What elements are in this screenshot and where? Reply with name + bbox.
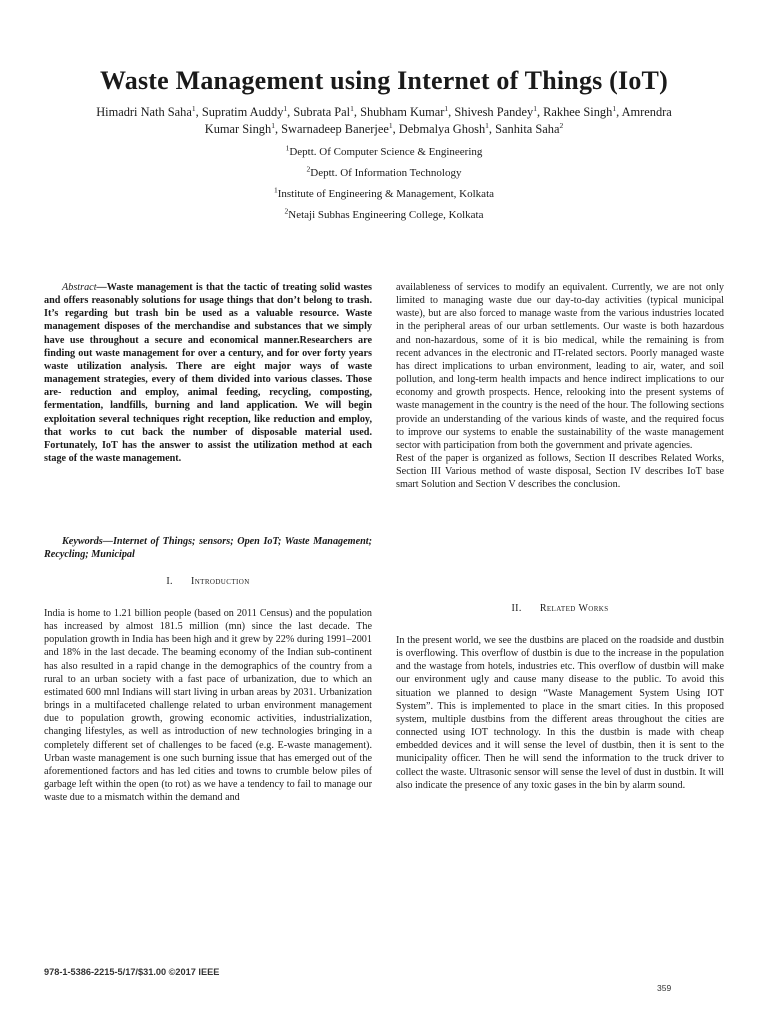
section-2-heading [396,603,724,614]
author-separator: , [392,122,399,136]
author-name: Debmalya Ghosh [398,122,486,136]
abstract-lead: Abstract [62,282,97,293]
section-1-body [44,607,372,804]
author-line-1 [40,104,728,121]
abstract-text: Waste management is that the tactic of treating solid wastes and offers reasonably solutions for usage things that don’t belong to trash. It’s regarding but trash bin be used as a valuable resource. Waste management disposes of the merchandise and substances that we simply have use throughout a secure and economical manner.Researchers are finding out waste management for over a century, and for over forty years waste utilization analysis. There are eight major ways of waste management strategies, every of them divided into various classes. Those are- reduction and employ, animal feeding, recycling, composting, fermentation, landfills, burning and land application. We will begin exploitation several techniques right reception, like reduction and employ, that works to cut back the number of disposable material used. Fortunately, IoT has the answer to assist the utilization method at each stage of the waste management. [44,282,372,465]
affiliation-4-text: Netaji Subhas Engineering College, Kolkata [288,209,484,221]
intro-continuation-paragraph: availableness of services to modify an equivalent. Currently, we are not only limited to managing waste due our day-to-day activities (typical municipal waste), but are also forced to manage waste from the various industries located in the peripheral areas of our urban settlements. Our waste is both hazardous and non-hazardous, some of it is bio medical, while the remaining is from recent advances in the electronic and IT-related sectors. Poorly managed waste has direct implications to urban environment, leading to air, water, and soil pollution, and long-term health impacts and hence indirect implications to our economy and growth prospects. Hence, relooking into the present systems of waste management in the country is the need of the hour. The following sections provide an understanding of the various kinds of waste, and the required focus to improve our systems to enable the sustainability of the waste management sector with participation from both the government and private agencies. [396,282,724,451]
author-separator: , [353,105,361,119]
intro-continuation [396,281,724,492]
author-name: Shubham Kumar [360,105,445,119]
author-separator: , [536,105,544,119]
affiliation-3-text: Institute of Engineering & Management, Kolkata [277,188,495,200]
author-separator: , [287,105,294,119]
author-separator: , [195,105,202,119]
affiliation-2-marker: 2 [306,164,311,174]
author-separator: , [616,105,622,119]
affiliation-1-marker: 1 [285,143,290,153]
section-2-title: Related Works [539,603,609,614]
affiliation-4 [0,208,768,222]
author-name: Amrendra [621,105,672,119]
author-affiliation-marker: 1 [350,103,354,113]
author-name: Swarnadeep Banerjee [281,122,389,136]
author-name: Himadri Nath Saha [96,105,192,119]
section-2-number: II. [511,603,522,614]
keywords [44,535,372,561]
copyright-footer: 978-1-5386-2215-5/17/$31.00 ©2017 IEEE [44,967,220,977]
author-affiliation-marker: 1 [444,103,449,113]
author-separator: , [488,122,496,136]
keywords-text: Internet of Things; sensors; Open IoT; Waste Management; Recycling; Municipal [44,536,372,561]
affiliation-4-marker: 2 [284,206,289,216]
author-name: Kumar Singh [204,122,272,136]
section-1-paragraph: India is home to 1.21 billion people (based on 2011 Census) and the population has increased by almost 181.5 million (mn) since the last decade. The population growth in India has been high and it grew by 22% during 1991–2001 and 18% in the last decade. The beaming economy of the Indian sub-continent has also resulted in a rapid change in the demographics of the country from a rural to an urban society with a fast pace of urbanization, due to which an estimated 600 mnl Indians will start living in urban areas by 2031. Urbanization brings in a multifaceted challenge related to urban environment management due to population growth, growing economic activities, industrialization, changing lifestyles, as well as introduction of new technologies bringing in a completely different set of challenges to be faced (e.g. E-waste management). Urban waste management is one such burning issue that has emerged out of the aforementioned factors and has led cities and towns to crumble below piles of garbage left within the open (to rot) as we have a tendency to fail to manage our waste due to a mismatch within the demand and [44,608,372,804]
author-affiliation-marker: 1 [485,120,489,130]
section-1-heading [44,576,372,587]
keywords-dash: — [102,536,113,547]
section-1-title: Introduction [190,576,250,587]
author-affiliation-marker: 1 [612,103,617,113]
section-2-paragraph: In the present world, we see the dustbins are placed on the roadside and dustbin is overflowing. This overflow of dustbin is due to the increase in the population and the wastage from hotels, industries etc. This overflow of dustbin will make our environment ugly and cause many disease to the public. To avoid this situation we planned to design “Waste Management System Using IOT System”. This is implemented to place in the smart cities. In this proposed system, multiple dustbins from the different areas throughout the cities are connected using IOT technology. In this the dustbin is made with cheap embedded devices and it will sense the level of dustbin, then it is sent to the municipality officer. Then he will send the information to the truck driver to collect the waste. Ultrasonic sensor will sense the level of dust in dustbin. It will also indicate the presence of any toxic gases in the bin by alarm sound. [396,635,724,791]
author-line-2 [40,121,728,138]
author-separator: , [448,105,455,119]
author-affiliation-marker: 1 [271,120,275,130]
author-name: Shivesh Pandey [454,105,534,119]
author-affiliation-marker: 1 [388,120,393,130]
affiliation-1-text: Deptt. Of Computer Science & Engineering [289,146,483,158]
author-name: Rakhee Singh [543,105,613,119]
paper-title: Waste Management using Internet of Things (IoT) [100,66,668,95]
author-name: Supratim Auddy [201,105,284,119]
affiliation-2-text: Deptt. Of Information Technology [310,167,462,179]
section-2-body [396,634,724,792]
author-affiliation-marker: 2 [559,120,564,130]
affiliation-2 [0,166,768,180]
author-affiliation-marker: 1 [191,103,196,113]
section-1-number: I. [166,576,173,587]
author-name: Subrata Pal [293,105,351,119]
affiliation-1 [0,145,768,159]
author-separator: , [274,122,282,136]
author-name: Sanhita Saha [495,122,560,136]
affiliation-3 [0,187,768,201]
page-number: 359 [657,983,672,993]
author-affiliation-marker: 1 [533,103,537,113]
abstract [44,281,372,465]
author-affiliation-marker: 1 [283,103,288,113]
keywords-lead: Keywords [62,536,103,547]
abstract-dash: — [96,282,107,293]
author-list [40,104,728,138]
paper-organization-paragraph: Rest of the paper is organized as follows, Section II describes Related Works, Section III Various method of waste disposal, Section IV describes IoT base smart Solution and Section V describes the conclusion. [396,453,724,491]
affiliation-3-marker: 1 [273,185,278,195]
